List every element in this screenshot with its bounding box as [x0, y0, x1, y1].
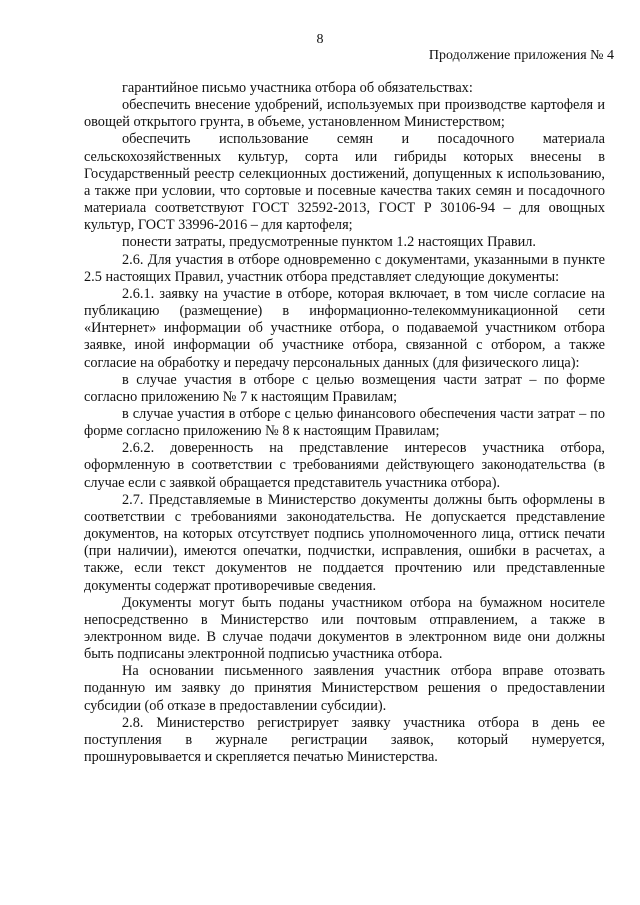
paragraph-seeds: обеспечить использование семян и посадочного материала сельскохозяйственных культур, сорта или гибриды которых внесены в Государственный реестр селекционных достижений, допущенных к использованию, а также при условии, что сортовые и посевные качества таких семян и посадочного материала соответствуют ГОСТ 32592-2013, ГОСТ Р 30106-94 – для овощных культур, ГОСТ 33996-2016 – для картофеля;: [84, 131, 605, 234]
paragraph-appendix-7: в случае участия в отборе с целью возмещения части затрат – по форме согласно приложению № 7 к настоящим Правилам;: [84, 371, 605, 405]
paragraph-2-6-2: 2.6.2. доверенность на представление интересов участника отбора, оформленную в соответствии с требованиями действующего законодательства (в случае если с заявкой обращается представитель участника отбора).: [84, 440, 605, 491]
paragraph-guarantee-letter: гарантийное письмо участника отбора об обязательствах:: [122, 80, 473, 96]
document-body: [84, 80, 605, 766]
paragraph-appendix-8: в случае участия в отборе с целью финансового обеспечения части затрат – по форме согласно приложению № 8 к настоящим Правилам;: [84, 405, 605, 440]
appendix-label: Продолжение приложения № 4: [428, 48, 614, 63]
paragraph-2-6: 2.6. Для участия в отборе одновременно с документами, указанными в пункте 2.5 настоящих Правил, участник отбора представляет следующие документы:: [84, 251, 605, 285]
paragraph-fertilizer: обеспечить внесение удобрений, используемых при производстве картофеля и овощей открытого грунта, в объеме, установленном Министерством;: [84, 97, 605, 131]
paragraph-costs: понести затраты, предусмотренные пунктом 1.2 настоящих Правил.: [122, 234, 536, 251]
paragraph-submission: Документы могут быть поданы участником отбора на бумажном носителе непосредственно в Министерство или почтовым отправлением, а также в электронном виде. В случае подачи документов в электронном виде они должны быть подписаны электронной подписью участника отбора.: [84, 594, 605, 663]
paragraph-2-7: 2.7. Представляемые в Министерство документы должны быть оформлены в соответствии с требованиями законодательства. Не допускается представление документов, на которых отсутствует подпись уполномоченного лица, оттиск печати (при наличии), имеются опечатки, подчистки, исправления, ошибки в расчетах, а также, если текст документов не поддается прочтению или представленные документы содержат противоречивые сведения.: [84, 491, 605, 594]
paragraph-withdrawal: На основании письменного заявления участник отбора вправе отозвать поданную им заявку до принятия Министерством решения о предоставлении субсидии (об отказе в предоставлении субсидии).: [84, 663, 605, 714]
paragraph-2-8: 2.8. Министерство регистрирует заявку участника отбора в день ее поступления в журнале регистрации заявок, который нумеруется, прошнуровывается и скрепляется печатью Министерства.: [84, 714, 605, 766]
paragraph-2-6-1: 2.6.1. заявку на участие в отборе, которая включает, в том числе согласие на публикацию (размещение) в информационно-телекоммуникационной сети «Интернет» информации об участнике отбора, о подаваемой участником отбора заявке, иной информации об участнике отбора, связанной с отбором, а также согласие на обработку и передачу персональных данных (для физического лица):: [84, 285, 605, 371]
page-number: 8: [316, 32, 324, 47]
